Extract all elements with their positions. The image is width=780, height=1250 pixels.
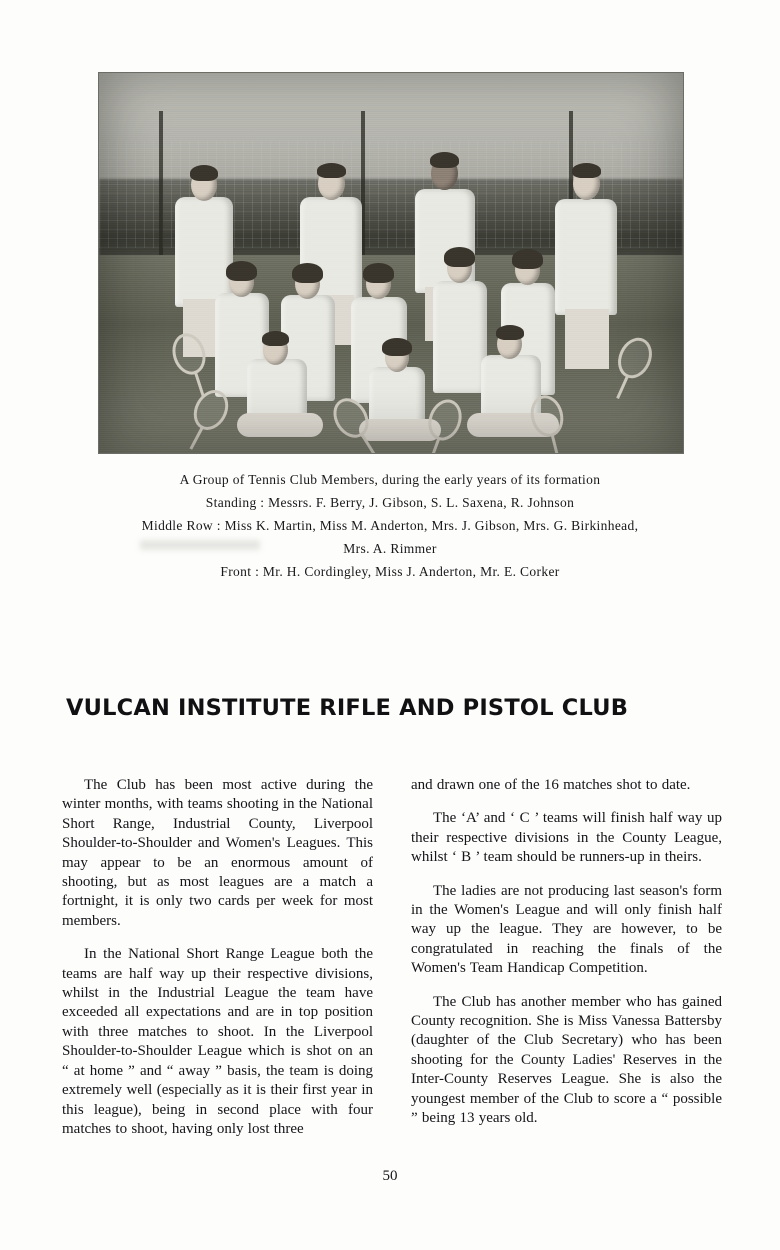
caption-line-middle-row: Middle Row : Miss K. Martin, Miss M. Anderton, Mrs. J. Gibson, Mrs. G. Birkinhead, — [141, 518, 639, 533]
article-column-left — [62, 776, 373, 1139]
fence-post — [159, 111, 163, 255]
paragraph: The ‘A’ and ‘ C ’ teams will finish half way up their respective divisions in the County League, whilst ‘ B ’ team should be runners-up in theirs. — [411, 810, 722, 866]
caption-line-title: A Group of Tennis Club Members, during the early years of its formation — [179, 472, 601, 487]
paragraph: The Club has been most active during the winter months, with teams shooting in the National Short Range, Industrial County, Liverpool Shoulder-to-Shoulder and Women's Leagues. This may appear to be an enormous amount of shooting, but as most leagues are a match a fortnight, it is only two cards per week for most members. — [62, 777, 373, 929]
paragraph: The ladies are not producing last season's form in the Women's League and will only finish half way up the league. They are however, to be congratulated in reaching the finals of the Women's Team Handicap Competition. — [411, 882, 722, 977]
person-front-1 — [237, 329, 323, 447]
article-column-right — [411, 776, 722, 1139]
photo-caption — [60, 468, 720, 583]
paragraph: The Club has another member who has gained County recognition. She is Miss Vanessa Battersby (daughter of the Club Secretary) who has been shooting for the County Ladies' Reserves in the Inter-County Reserves League. She is also the youngest member of the Club to score a “ possible ” being 13 years old. — [411, 993, 722, 1127]
caption-line-front: Front : Mr. H. Cordingley, Miss J. Anderton, Mr. E. Corker — [220, 564, 560, 579]
page-number: 50 — [382, 1168, 398, 1184]
caption-line-middle-row-cont: Mrs. A. Rimmer — [343, 541, 437, 556]
article-heading: VULCAN INSTITUTE RIFLE AND PISTOL CLUB — [66, 695, 629, 722]
tennis-club-group-photograph — [98, 72, 684, 454]
paragraph: In the National Short Range League both the teams are half way up their respective divisions, whilst in the Industrial League the team have exceeded all expectations and are in top position with three matches to shoot. In the Liverpool Shoulder-to-Shoulder League which is shot on an “ at home ” and “ away ” basis, the team is doing extremely well (especially as it is their first year in this league), being in second place with four matches to shoot, having only lost three — [62, 946, 373, 1137]
paragraph: and drawn one of the 16 matches shot to date. — [411, 777, 691, 793]
caption-line-standing: Standing : Messrs. F. Berry, J. Gibson, S. L. Saxena, R. Johnson — [205, 495, 575, 510]
article-body — [62, 776, 722, 1139]
